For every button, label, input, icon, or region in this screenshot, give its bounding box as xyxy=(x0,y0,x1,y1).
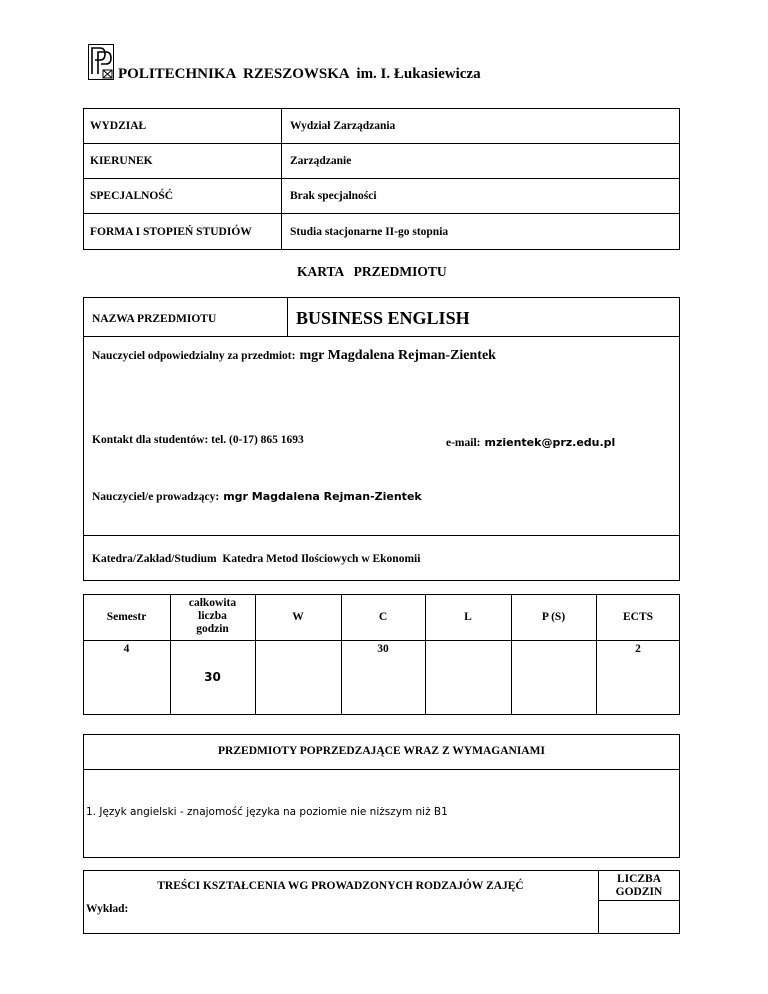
prereq-item: 1. Język angielski - znajomość języka na poziomie nie niższym niż B1 xyxy=(86,806,448,818)
table-row xyxy=(84,179,680,214)
info-label: SPECJALNOŚĆ xyxy=(84,179,282,214)
responsible-teacher-label: Nauczyciel odpowiedzialny za przedmiot: xyxy=(92,350,296,362)
teacher-box xyxy=(83,336,680,581)
header-ects: ECTS xyxy=(622,611,654,623)
table-row xyxy=(84,144,680,179)
table-row xyxy=(84,214,680,250)
content-title: TREŚCI KSZTAŁCENIA WG PROWADZONYCH RODZAJÓW ZAJĘĆ xyxy=(157,880,524,892)
divider xyxy=(287,297,288,337)
info-value: Studia stacjonarne II-go stopnia xyxy=(282,214,680,250)
department-label: Katedra/Zakład/Studium xyxy=(92,553,217,565)
header-total-hours: całkowita liczba godzin xyxy=(188,597,237,635)
header-c: C xyxy=(378,611,388,623)
subject-label: NAZWA PRZEDMIOTU xyxy=(92,313,217,325)
divider xyxy=(83,640,680,641)
responsible-teacher xyxy=(92,346,496,364)
lecture-label: Wykład: xyxy=(86,903,129,915)
hours-label-line-1: LICZBA xyxy=(616,873,662,885)
leading-teacher xyxy=(92,487,422,505)
card-title: KARTA PRZEDMIOTU xyxy=(297,264,447,279)
leading-teacher-name: mgr Magdalena Rejman-Zientek xyxy=(223,490,422,503)
value-total-hours: 30 xyxy=(204,670,221,684)
contact-phone: Kontakt dla studentów: tel. (0-17) 865 1693 xyxy=(92,434,304,446)
subject-name: BUSINESS ENGLISH xyxy=(296,308,470,328)
header-l: L xyxy=(464,611,472,623)
email-value: mzientek@prz.edu.pl xyxy=(484,436,616,449)
prereq-title: PRZEDMIOTY POPRZEDZAJĄCE WRAZ Z WYMAGANIAMI xyxy=(218,745,545,757)
table-row xyxy=(84,109,680,144)
info-value: Zarządzanie xyxy=(282,144,680,179)
info-value: Wydział Zarządzania xyxy=(282,109,680,144)
hours-column-label xyxy=(598,873,680,899)
value-semestr: 4 xyxy=(123,643,130,655)
info-label: WYDZIAŁ xyxy=(84,109,282,144)
header-p: P (S) xyxy=(541,611,566,623)
info-label: KIERUNEK xyxy=(84,144,282,179)
value-ects: 2 xyxy=(635,643,641,655)
department xyxy=(92,553,420,565)
divider xyxy=(598,900,680,901)
department-name: Katedra Metod Ilościowych w Ekonomii xyxy=(222,553,421,565)
pr-logo-icon xyxy=(88,44,114,80)
info-value: Brak specjalności xyxy=(282,179,680,214)
divider xyxy=(170,594,171,715)
header-semestr: Semestr xyxy=(106,611,147,623)
value-c: 30 xyxy=(377,643,389,655)
info-label: FORMA I STOPIEŃ STUDIÓW xyxy=(84,214,282,250)
divider xyxy=(83,769,680,770)
leading-teacher-label: Nauczyciel/e prowadzący: xyxy=(92,491,220,503)
contact-email xyxy=(446,433,615,451)
responsible-teacher-name: mgr Magdalena Rejman-Zientek xyxy=(299,348,496,363)
hours-label-line-2: GODZIN xyxy=(615,886,663,898)
header-w: W xyxy=(292,611,304,623)
email-label: e-mail: xyxy=(446,437,481,449)
university-name: POLITECHNIKA RZESZOWSKA im. I. Łukasiewicza xyxy=(118,66,481,82)
divider xyxy=(83,535,680,536)
info-table xyxy=(83,108,680,250)
